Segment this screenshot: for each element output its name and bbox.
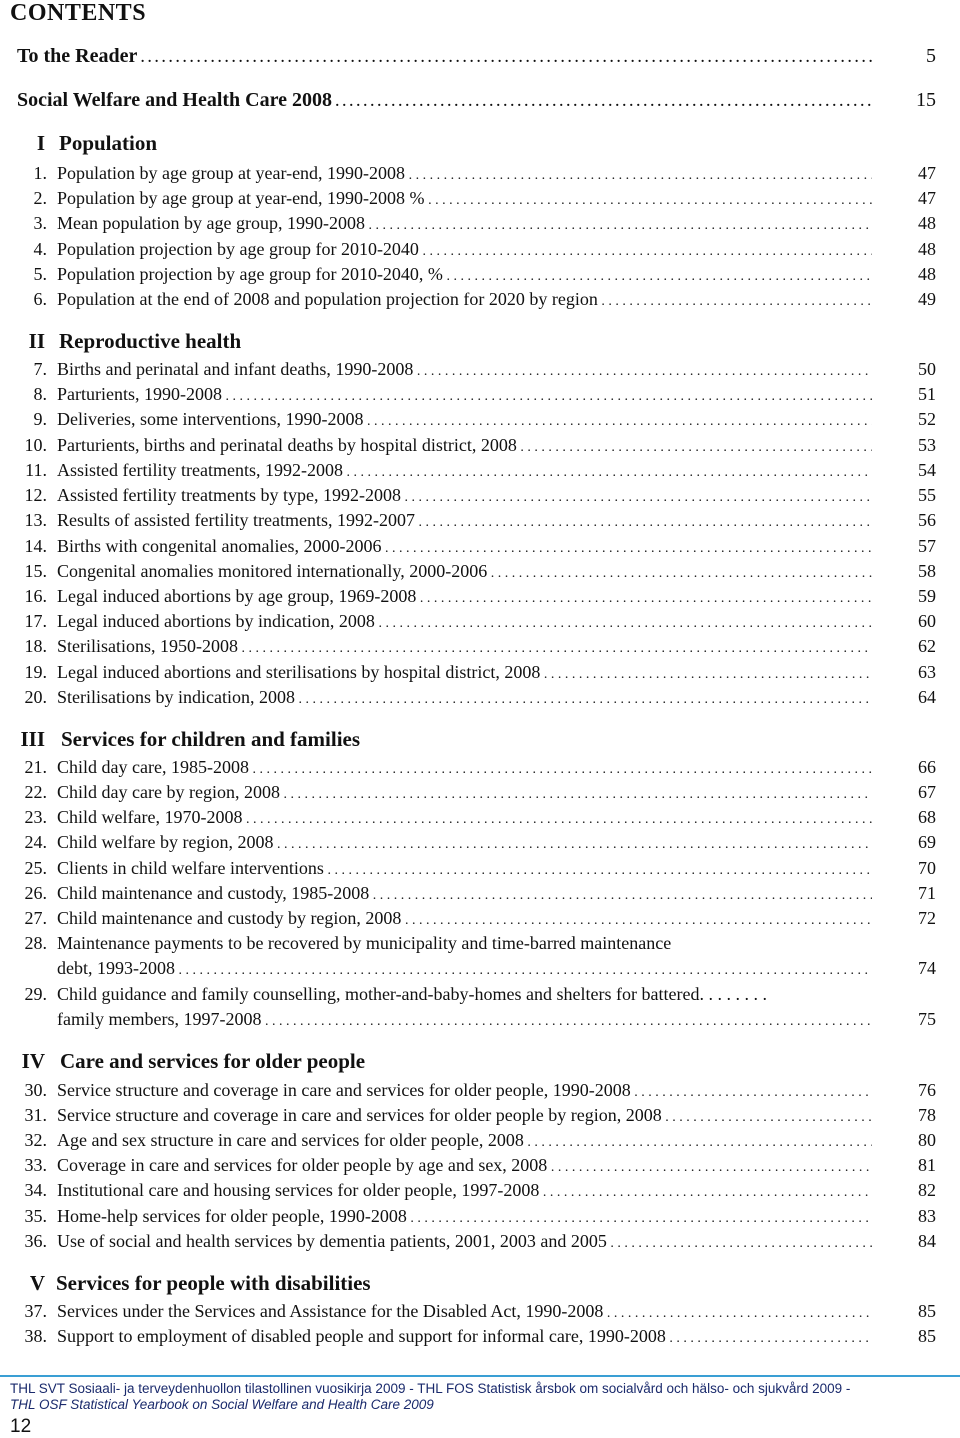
toc-entry-title: Population by age group at year-end, 1990-2008 . . . bbox=[57, 163, 872, 184]
toc-entry-number: 37. bbox=[24, 1301, 47, 1321]
toc-entry-page: 85 bbox=[918, 1326, 936, 1346]
toc-entry-page: 55 bbox=[918, 485, 936, 505]
toc-entry-page: 62 bbox=[918, 636, 936, 656]
toc-entry[interactable] bbox=[0, 858, 960, 883]
footer-publication-line-2: THL OSF Statistical Yearbook on Social Welfare and Health Care 2009 bbox=[10, 1397, 434, 1412]
section-title: Services for children and families bbox=[61, 727, 361, 751]
toc-entry-number: 9. bbox=[33, 409, 47, 429]
toc-entry-page: 50 bbox=[918, 359, 936, 379]
toc-entry[interactable] bbox=[0, 1301, 960, 1326]
toc-entry-number: 15. bbox=[24, 561, 47, 581]
toc-entry-number: 35. bbox=[24, 1206, 47, 1226]
toc-entry-title: Child welfare, 1970-2008 . . . bbox=[57, 807, 872, 828]
toc-entry-title: Social Welfare and Health Care 2008 . . . bbox=[17, 89, 872, 112]
toc-entry[interactable] bbox=[0, 1326, 960, 1351]
toc-entry-number: 8. bbox=[33, 384, 47, 404]
toc-entry-number: 5. bbox=[33, 264, 47, 284]
toc-entry[interactable] bbox=[0, 435, 960, 460]
toc-entry-title: Use of social and health services by dementia patients, 2001, 2003 and 2005 . . . bbox=[57, 1231, 872, 1252]
toc-entry-title: Assisted fertility treatments, 1992-2008 . . . bbox=[57, 460, 872, 481]
toc-entry-page: 83 bbox=[918, 1206, 936, 1226]
toc-entry-number: 6. bbox=[33, 289, 47, 309]
toc-entry-page: 47 bbox=[918, 163, 936, 183]
toc-entry-number: 13. bbox=[24, 510, 47, 530]
footer-divider bbox=[0, 1375, 960, 1377]
section-title: Population bbox=[59, 131, 158, 155]
section-title: Reproductive health bbox=[59, 329, 242, 353]
toc-entry[interactable] bbox=[0, 460, 960, 485]
toc-entry-page: 64 bbox=[918, 687, 936, 707]
toc-entry-title: Mean population by age group, 1990-2008 . . . bbox=[57, 213, 872, 234]
toc-entry-page: 54 bbox=[918, 460, 936, 480]
toc-entry-number: 3. bbox=[33, 213, 47, 233]
toc-entry-title: Population projection by age group for 2010-2040, % . . . bbox=[57, 264, 872, 285]
toc-entry-page: 82 bbox=[918, 1180, 936, 1200]
toc-entry-page: 71 bbox=[918, 883, 936, 903]
toc-entry-number: 12. bbox=[24, 485, 47, 505]
toc-entry-page: 78 bbox=[918, 1105, 936, 1125]
toc-entry-to-the-reader[interactable] bbox=[0, 45, 960, 70]
toc-entry-number: 34. bbox=[24, 1180, 47, 1200]
toc-entry-page: 67 bbox=[918, 782, 936, 802]
toc-entry-title: Parturients, births and perinatal deaths by hospital district, 2008 . . . bbox=[57, 435, 872, 456]
toc-entry-title: Births with congenital anomalies, 2000-2006 . . . bbox=[57, 536, 872, 557]
toc-entry-title: Maintenance payments to be recovered by municipality and time-barred maintenance bbox=[57, 933, 672, 953]
toc-entry-number: 18. bbox=[24, 636, 47, 656]
page-number: 12 bbox=[10, 1416, 32, 1437]
section-roman: I bbox=[36, 131, 45, 155]
toc-entry-page: 75 bbox=[918, 1009, 936, 1029]
toc-entry-number: 1. bbox=[33, 163, 47, 183]
toc-entry-page: 48 bbox=[918, 239, 936, 259]
toc-entry-title: Service structure and coverage in care and services for older people by region, 2008 . . . bbox=[57, 1105, 872, 1126]
toc-entry-title: Support to employment of disabled people and support for informal care, 1990-2008 . . . bbox=[57, 1326, 872, 1347]
toc-entry-title: Services under the Services and Assistance for the Disabled Act, 1990-2008 . . . bbox=[57, 1301, 872, 1322]
toc-entry-page: 49 bbox=[918, 289, 936, 309]
toc-entry-page: 57 bbox=[918, 536, 936, 556]
toc-entry[interactable] bbox=[0, 1130, 960, 1155]
toc-entry[interactable] bbox=[0, 757, 960, 782]
toc-entry-number: 11. bbox=[25, 460, 47, 480]
toc-entry-page: 80 bbox=[918, 1130, 936, 1150]
toc-entry-page: 53 bbox=[918, 435, 936, 455]
toc-entry[interactable] bbox=[0, 485, 960, 510]
toc-entry[interactable] bbox=[0, 163, 960, 188]
toc-entry-number: 32. bbox=[24, 1130, 47, 1150]
footer-publication-line-1: THL SVT Sosiaali- ja terveydenhuollon tilastollinen vuosikirja 2009 - THL FOS Statistisk årsbok om socialvård och hälso- och sjukvård 2009 - bbox=[10, 1381, 851, 1396]
toc-entry[interactable] bbox=[0, 984, 960, 1009]
toc-entry-title: Sterilisations, 1950-2008 . . . bbox=[57, 636, 872, 657]
toc-entry-number: 2. bbox=[33, 188, 47, 208]
toc-entry-title: Deliveries, some interventions, 1990-2008 . . . bbox=[57, 409, 872, 430]
toc-entry-page: 72 bbox=[918, 908, 936, 928]
toc-entry[interactable] bbox=[0, 586, 960, 611]
toc-entry[interactable] bbox=[0, 807, 960, 832]
toc-entry[interactable] bbox=[0, 213, 960, 238]
toc-entry-page: 70 bbox=[918, 858, 936, 878]
toc-entry-page: 84 bbox=[918, 1231, 936, 1251]
toc-entry-page: 5 bbox=[926, 45, 936, 67]
toc-entry-title: Child welfare by region, 2008 . . . bbox=[57, 832, 872, 853]
toc-entry-number: 23. bbox=[24, 807, 47, 827]
toc-entry-title: Parturients, 1990-2008 . . . bbox=[57, 384, 872, 405]
toc-entry-number: 29. bbox=[24, 984, 47, 1004]
toc-entry-number: 20. bbox=[24, 687, 47, 707]
toc-entry[interactable] bbox=[0, 1231, 960, 1256]
section-roman: IV bbox=[21, 1049, 45, 1073]
toc-entry-page: 68 bbox=[918, 807, 936, 827]
toc-entry[interactable] bbox=[0, 1105, 960, 1130]
toc-entry-page: 69 bbox=[918, 832, 936, 852]
section-roman: V bbox=[29, 1271, 45, 1295]
toc-entry-title: Congenital anomalies monitored internationally, 2000-2006 . . . bbox=[57, 561, 872, 582]
toc-entry-title: Assisted fertility treatments by type, 1992-2008 . . . bbox=[57, 485, 872, 506]
toc-entry[interactable] bbox=[0, 662, 960, 687]
toc-entry[interactable] bbox=[0, 782, 960, 807]
toc-entry-page: 51 bbox=[918, 384, 936, 404]
toc-entry-title: Sterilisations by indication, 2008 . . . bbox=[57, 687, 872, 708]
toc-entry[interactable] bbox=[0, 536, 960, 561]
toc-entry-page: 52 bbox=[918, 409, 936, 429]
toc-entry[interactable] bbox=[0, 636, 960, 661]
toc-entry-number: 4. bbox=[33, 239, 47, 259]
toc-entry-title: Age and sex structure in care and services for older people, 2008 . . . bbox=[57, 1130, 872, 1151]
toc-entry-number: 7. bbox=[33, 359, 47, 379]
toc-entry-title: Clients in child welfare interventions . . . bbox=[57, 858, 872, 879]
toc-entry[interactable] bbox=[0, 1080, 960, 1105]
toc-entry-continuation[interactable] bbox=[0, 1009, 960, 1034]
toc-entry-title: Legal induced abortions and sterilisations by hospital district, 2008 . . . bbox=[57, 662, 872, 683]
toc-entry[interactable] bbox=[0, 289, 960, 314]
toc-entry-title: Results of assisted fertility treatments, 1992-2007 . . . bbox=[57, 510, 872, 531]
toc-entry-number: 25. bbox=[24, 858, 47, 878]
toc-entry-title: Population by age group at year-end, 1990-2008 % . . . bbox=[57, 188, 872, 209]
toc-entry-page: 60 bbox=[918, 611, 936, 631]
toc-entry[interactable] bbox=[0, 1180, 960, 1205]
toc-entry-title: Births and perinatal and infant deaths, 1990-2008 . . . bbox=[57, 359, 872, 380]
section-title: Care and services for older people bbox=[60, 1049, 366, 1073]
toc-entry-number: 33. bbox=[24, 1155, 47, 1175]
toc-entry-number: 17. bbox=[24, 611, 47, 631]
toc-entry-title: Service structure and coverage in care and services for older people, 1990-2008 . . . bbox=[57, 1080, 872, 1101]
toc-entry-number: 27. bbox=[24, 908, 47, 928]
toc-entry-title: Child guidance and family counselling, mother-and-baby-homes and shelters for battered. . . . . . . . bbox=[57, 984, 767, 1004]
toc-entry-title: Coverage in care and services for older people by age and sex, 2008 . . . bbox=[57, 1155, 872, 1176]
toc-entry-page: 47 bbox=[918, 188, 936, 208]
toc-entry-page: 56 bbox=[918, 510, 936, 530]
toc-entry-title: Population projection by age group for 2010-2040 . . . bbox=[57, 239, 872, 260]
toc-entry-title-continued: family members, 1997-2008 . . . bbox=[57, 1009, 872, 1030]
toc-entry-number: 16. bbox=[24, 586, 47, 606]
toc-entry[interactable] bbox=[0, 264, 960, 289]
toc-entry[interactable] bbox=[0, 1155, 960, 1180]
toc-entry-page: 48 bbox=[918, 213, 936, 233]
toc-entry-title: Legal induced abortions by indication, 2008 . . . bbox=[57, 611, 872, 632]
toc-entry-page: 15 bbox=[916, 89, 936, 111]
toc-entry-social-welfare[interactable] bbox=[0, 89, 960, 114]
toc-entry[interactable] bbox=[0, 561, 960, 586]
toc-entry[interactable] bbox=[0, 883, 960, 908]
section-roman: III bbox=[20, 727, 45, 751]
toc-entry[interactable] bbox=[0, 687, 960, 712]
toc-entry-title: Institutional care and housing services for older people, 1997-2008 . . . bbox=[57, 1180, 872, 1201]
toc-entry-title: Child day care by region, 2008 . . . bbox=[57, 782, 872, 803]
toc-entry-title: Child maintenance and custody by region, 2008 . . . bbox=[57, 908, 872, 929]
toc-entry[interactable] bbox=[0, 908, 960, 933]
toc-entry-page: 66 bbox=[918, 757, 936, 777]
toc-entry-page: 59 bbox=[918, 586, 936, 606]
toc-entry-page: 58 bbox=[918, 561, 936, 581]
toc-entry-title: To the Reader . . . bbox=[17, 45, 872, 68]
toc-entry-title: Legal induced abortions by age group, 1969-2008 . . . bbox=[57, 586, 872, 607]
toc-entry-continuation[interactable] bbox=[0, 958, 960, 983]
toc-entry-page: 76 bbox=[918, 1080, 936, 1100]
toc-entry-number: 19. bbox=[24, 662, 47, 682]
toc-entry-number: 30. bbox=[24, 1080, 47, 1100]
toc-entry-page: 81 bbox=[918, 1155, 936, 1175]
toc-entry-number: 38. bbox=[24, 1326, 47, 1346]
toc-entry-title: Child maintenance and custody, 1985-2008 . . . bbox=[57, 883, 872, 904]
toc-entry-number: 21. bbox=[24, 757, 47, 777]
toc-entry[interactable] bbox=[0, 188, 960, 213]
toc-entry-page: 74 bbox=[918, 958, 936, 978]
toc-entry-page: 48 bbox=[918, 264, 936, 284]
toc-entry-number: 26. bbox=[24, 883, 47, 903]
toc-entry-page: 63 bbox=[918, 662, 936, 682]
toc-entry-number: 36. bbox=[24, 1231, 47, 1251]
toc-entry-number: 14. bbox=[24, 536, 47, 556]
section-roman: II bbox=[28, 329, 45, 353]
toc-entry-title: Population at the end of 2008 and population projection for 2020 by region . . . bbox=[57, 289, 872, 310]
toc-entry[interactable] bbox=[0, 611, 960, 636]
toc-entry-number: 10. bbox=[24, 435, 47, 455]
toc-entry[interactable] bbox=[0, 832, 960, 857]
toc-entry-number: 22. bbox=[24, 782, 47, 802]
toc-entry[interactable] bbox=[0, 384, 960, 409]
toc-entry-title-continued: debt, 1993-2008 . . . bbox=[57, 958, 872, 979]
toc-entry[interactable] bbox=[0, 933, 960, 958]
contents-heading: CONTENTS bbox=[10, 0, 147, 26]
toc-entry[interactable] bbox=[0, 1206, 960, 1231]
toc-entry[interactable] bbox=[0, 510, 960, 535]
toc-entry[interactable] bbox=[0, 409, 960, 434]
toc-entry-number: 24. bbox=[24, 832, 47, 852]
toc-entry-title: Home-help services for older people, 1990-2008 . . . bbox=[57, 1206, 872, 1227]
toc-entry[interactable] bbox=[0, 239, 960, 264]
toc-entry-title: Child day care, 1985-2008 . . . bbox=[57, 757, 872, 778]
toc-entry-number: 28. bbox=[24, 933, 47, 953]
toc-entry[interactable] bbox=[0, 359, 960, 384]
toc-entry-number: 31. bbox=[24, 1105, 47, 1125]
section-title: Services for people with disabilities bbox=[56, 1271, 371, 1295]
toc-entry-page: 85 bbox=[918, 1301, 936, 1321]
